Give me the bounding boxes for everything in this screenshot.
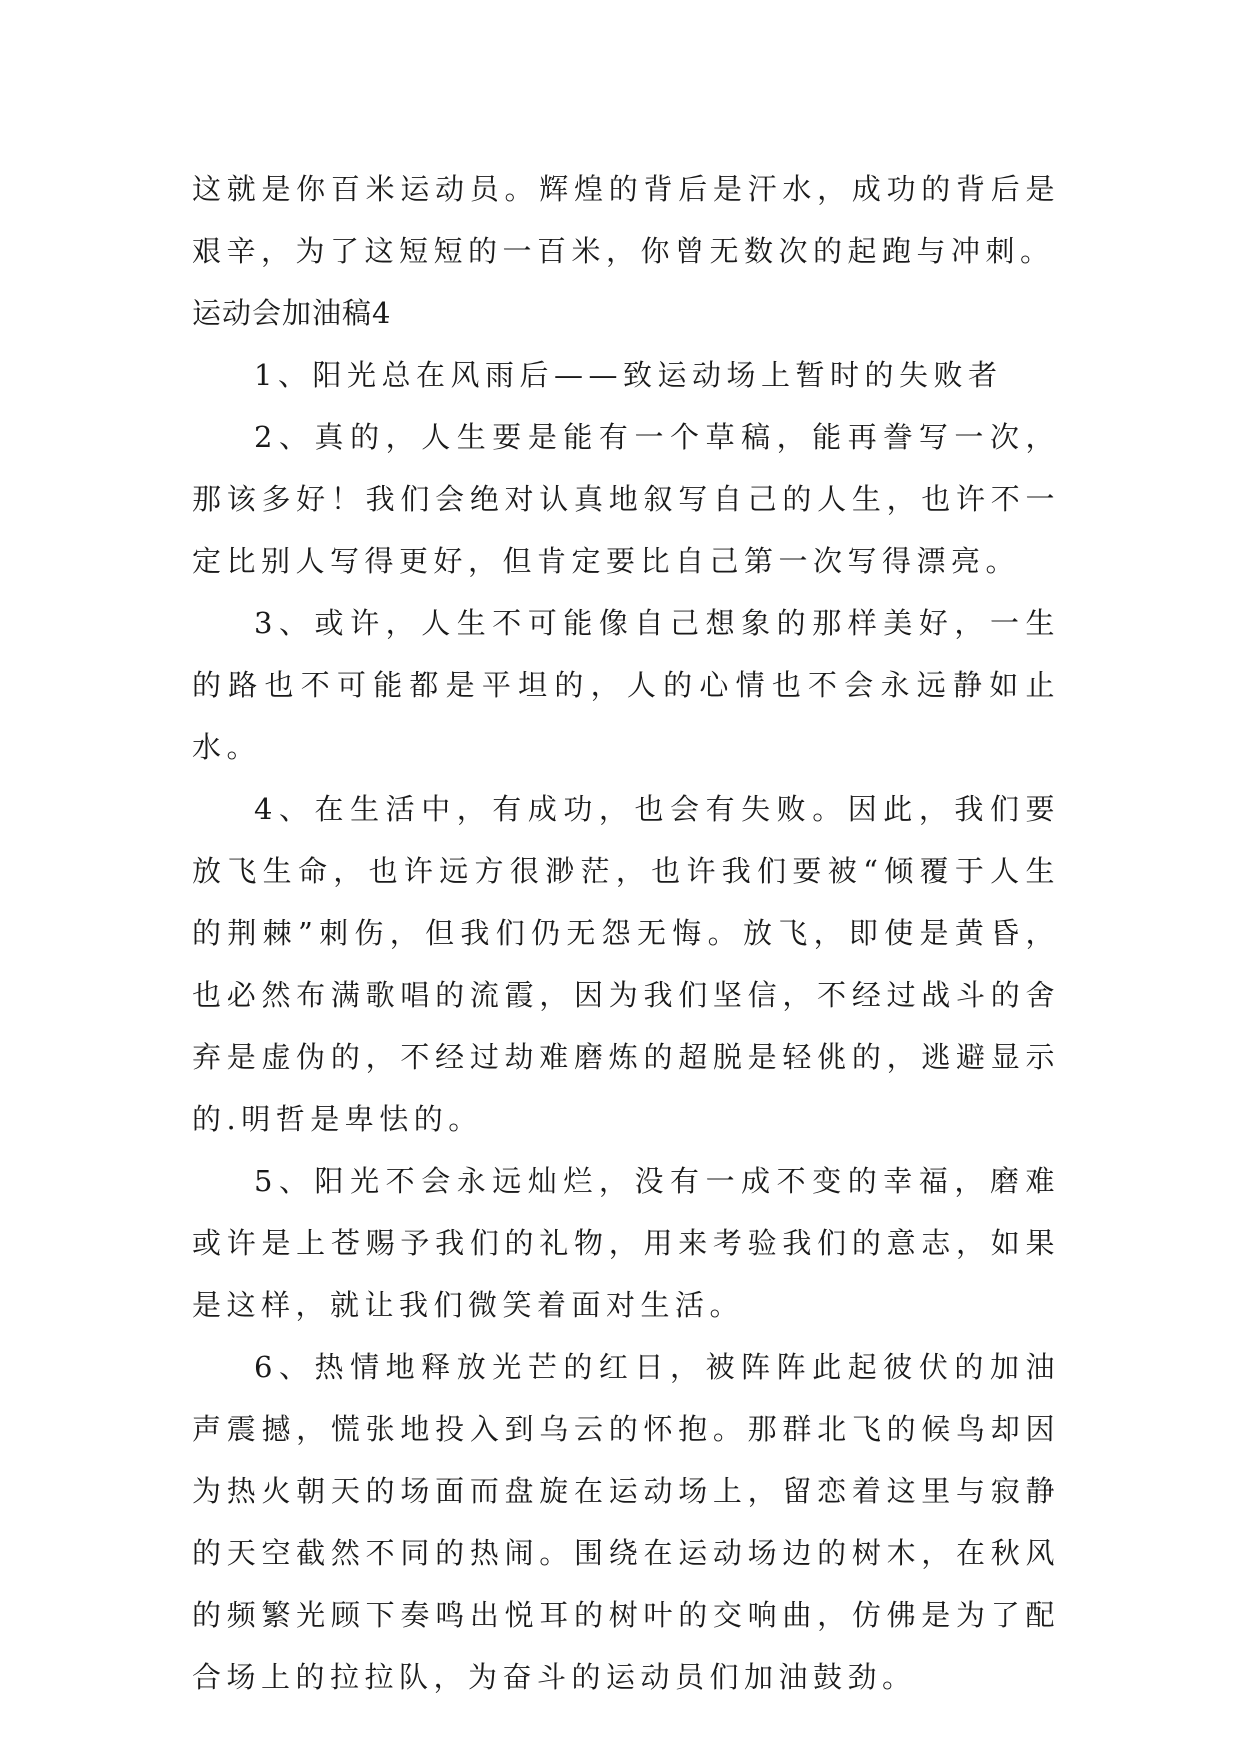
paragraph-6: 6、热情地释放光芒的红日，被阵阵此起彼伏的加油声震撼，慌张地投入到乌云的怀抱。那群北飞的候鸟却因为热火朝天的场面而盘旋在运动场上，留恋着这里与寂静的天空截然不同的热闹。围绕在运动场边的树木，在秋风的频繁光顾下奏鸣出悦耳的树叶的交响曲，仿佛是为了配合场上的拉拉队，为奋斗的运动员们加油鼓劲。 [192,1350,1060,1694]
paragraph-1: 1、阳光总在风雨后——致运动场上暂时的失败者 [254,358,1003,392]
section-title: 运动会加油稿4 [192,296,392,330]
lead-paragraph: 这就是你百米运动员。辉煌的背后是汗水，成功的背后是艰辛，为了这短短的一百米，你曾无数次的起跑与冲刺。 [192,172,1060,268]
paragraph-2: 2、真的，人生要是能有一个草稿，能再誊写一次，那该多好！我们会绝对认真地叙写自己的人生，也许不一定比别人写得更好，但肯定要比自己第一次写得漂亮。 [192,420,1060,578]
document-page [192,158,1060,1708]
paragraph-4: 4、在生活中，有成功，也会有失败。因此，我们要放飞生命，也许远方很渺茫，也许我们要被“倾覆于人生的荆棘”刺伤，但我们仍无怨无悔。放飞，即使是黄昏，也必然布满歌唱的流霞，因为我们坚信，不经过战斗的舍弃是虚伪的，不经过劫难磨炼的超脱是轻佻的，逃避显示的.明哲是卑怯的。 [192,792,1060,1136]
paragraph-3: 3、或许，人生不可能像自己想象的那样美好，一生的路也不可能都是平坦的，人的心情也不会永远静如止水。 [192,606,1060,764]
paragraph-5: 5、阳光不会永远灿烂，没有一成不变的幸福，磨难或许是上苍赐予我们的礼物，用来考验我们的意志，如果是这样，就让我们微笑着面对生活。 [192,1164,1060,1322]
